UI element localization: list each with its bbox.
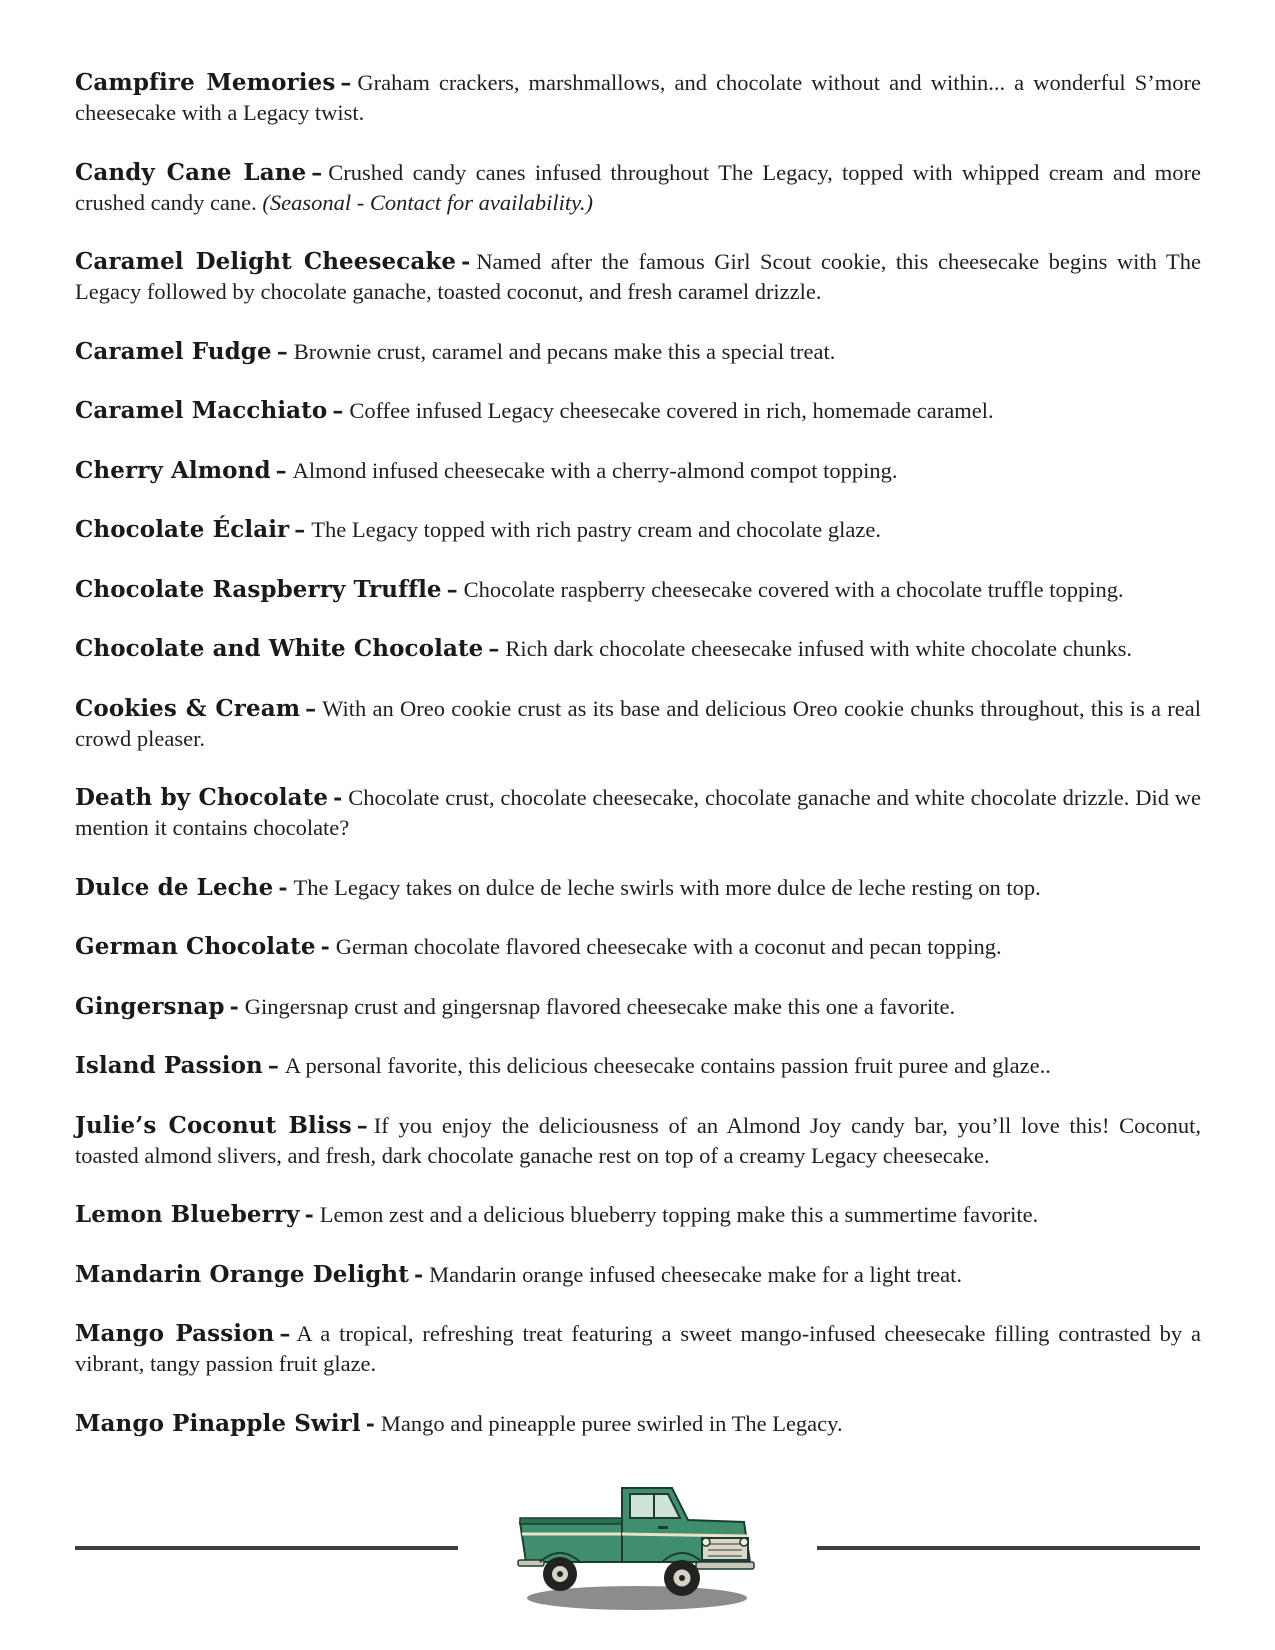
item-description: Chocolate raspberry cheesecake covered with a chocolate truffle topping.	[463, 576, 1124, 602]
item-name: Campfire Memories	[75, 69, 336, 96]
item-separator: -	[461, 249, 471, 275]
menu-item	[75, 456, 1201, 486]
footer-divider-right	[817, 1546, 1200, 1550]
item-name: Cookies & Cream	[75, 694, 301, 722]
item-separator: –	[488, 636, 500, 662]
menu-item	[75, 396, 1201, 426]
menu-item	[75, 337, 1201, 367]
item-description: Lemon zest and a delicious blueberry topping make this a summertime favorite.	[319, 1202, 1039, 1227]
item-separator: –	[446, 576, 458, 603]
item-name: Candy Cane Lane	[75, 158, 307, 186]
menu-item	[75, 575, 1201, 605]
menu-item	[75, 247, 1201, 307]
item-name: German Chocolate	[75, 933, 316, 960]
menu-item	[75, 158, 1201, 218]
menu-item	[75, 694, 1201, 754]
item-description: Coffee infused Legacy cheesecake covered in rich, homemade caramel.	[349, 398, 994, 423]
item-separator: –	[305, 695, 317, 722]
item-separator: -	[229, 993, 239, 1020]
item-separator: -	[320, 934, 330, 960]
item-description: Rich dark chocolate cheesecake infused with white chocolate chunks.	[505, 636, 1133, 661]
menu-item	[75, 1111, 1201, 1171]
item-description: If you enjoy the deliciousness of an Almond Joy candy bar, you’ll love this! Coconut, toasted almond slivers, and fresh, dark chocolate ganache rest on top of a creamy Legacy cheesecake.	[75, 1112, 1201, 1168]
menu-item	[75, 1051, 1201, 1081]
item-separator: –	[340, 70, 352, 96]
menu-item	[75, 992, 1201, 1022]
item-separator: -	[413, 1261, 424, 1288]
menu-item	[75, 1260, 1201, 1290]
menu-item	[75, 1319, 1201, 1379]
item-name: Caramel Macchiato	[75, 397, 328, 424]
item-name: Death by Chocolate	[75, 784, 329, 811]
item-name: Julie’s Coconut Bliss	[75, 1111, 352, 1139]
item-separator: -	[365, 1410, 375, 1437]
footer-divider-left	[75, 1546, 458, 1550]
item-name: Mandarin Orange Delight	[75, 1260, 409, 1288]
item-separator: –	[279, 1321, 291, 1347]
item-description: Mandarin orange infused cheesecake make for a light treat.	[429, 1261, 962, 1287]
item-separator: -	[304, 1202, 314, 1228]
item-name: Cherry Almond	[75, 456, 271, 484]
item-description: German chocolate flavored cheesecake with a coconut and pecan topping.	[335, 934, 1002, 959]
item-description: Chocolate crust, chocolate cheesecake, chocolate ganache and white chocolate drizzle. Did we mention it contains chocolate?	[75, 785, 1201, 840]
item-separator: –	[276, 338, 288, 365]
item-name: Mango Pinapple Swirl	[75, 1409, 361, 1437]
item-name: Mango Passion	[75, 1320, 275, 1347]
menu-item	[75, 873, 1201, 903]
item-description: Named after the famous Girl Scout cookie, this cheesecake begins with The Legacy followed by chocolate ganache, toasted coconut, and fresh caramel drizzle.	[75, 249, 1201, 304]
item-name: Chocolate Éclair	[75, 516, 290, 543]
item-description: The Legacy takes on dulce de leche swirls with more dulce de leche resting on top.	[293, 874, 1041, 900]
menu-item	[75, 1409, 1201, 1439]
item-description: Crushed candy canes infused throughout The Legacy, topped with whipped cream and more crushed candy cane.	[75, 159, 1201, 215]
item-description: Mango and pineapple puree swirled in The Legacy.	[380, 1410, 843, 1436]
item-name: Gingersnap	[75, 992, 225, 1020]
item-note: (Seasonal - Contact for availability.)	[262, 189, 593, 215]
item-separator: –	[356, 1112, 368, 1139]
menu-item	[75, 932, 1201, 962]
item-name: Chocolate and White Chocolate	[75, 635, 484, 662]
item-separator: –	[275, 457, 287, 484]
item-name: Dulce de Leche	[75, 873, 274, 901]
menu-item	[75, 68, 1201, 128]
item-name: Lemon Blueberry	[75, 1201, 300, 1228]
item-description: The Legacy topped with rich pastry cream and chocolate glaze.	[311, 517, 881, 542]
item-separator: -	[278, 874, 288, 901]
item-name: Caramel Delight Cheesecake	[75, 248, 457, 275]
item-description: Almond infused cheesecake with a cherry-almond compot topping.	[292, 457, 898, 483]
pickup-truck-icon	[512, 1470, 762, 1620]
item-description: A a tropical, refreshing treat featuring a sweet mango-infused cheesecake filling contrasted by a vibrant, tangy passion fruit glaze.	[75, 1321, 1201, 1376]
item-name: Caramel Fudge	[75, 337, 272, 365]
menu-item	[75, 783, 1201, 843]
item-separator: –	[294, 517, 306, 543]
item-description: A personal favorite, this delicious cheesecake contains passion fruit puree and glaze..	[284, 1053, 1051, 1078]
menu-item	[75, 1200, 1201, 1230]
menu-list	[75, 68, 1201, 1468]
item-name: Island Passion	[75, 1052, 263, 1079]
item-name: Chocolate Raspberry Truffle	[75, 575, 442, 603]
item-description: Brownie crust, caramel and pecans make this a special treat.	[293, 338, 836, 364]
item-description: With an Oreo cookie crust as its base and delicious Oreo cookie chunks throughout, this is a real crowd pleaser.	[75, 695, 1201, 751]
menu-item	[75, 515, 1201, 545]
item-separator: -	[333, 785, 343, 811]
menu-item	[75, 634, 1201, 664]
item-separator: –	[311, 159, 323, 186]
item-description: Gingersnap crust and gingersnap flavored cheesecake make this one a favorite.	[244, 993, 956, 1019]
item-description: Graham crackers, marshmallows, and chocolate without and within... a wonderful S’more cheesecake with a Legacy twist.	[75, 70, 1201, 125]
item-separator: –	[267, 1053, 279, 1079]
item-separator: –	[332, 398, 344, 424]
